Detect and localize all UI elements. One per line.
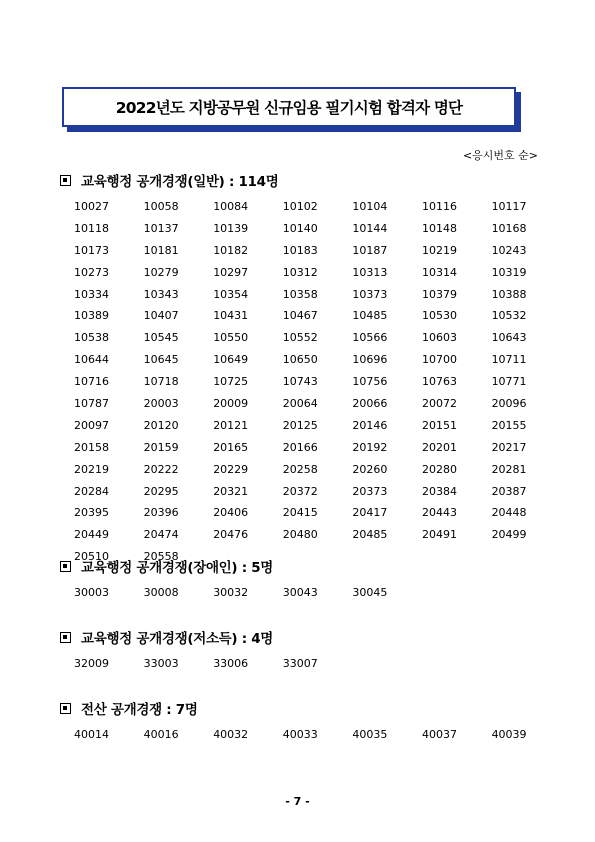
candidate-number: 20165 bbox=[213, 440, 249, 454]
candidate-number: 20474 bbox=[143, 528, 179, 542]
candidate-number: 20219 bbox=[74, 462, 109, 476]
candidate-number: 30043 bbox=[282, 586, 318, 599]
candidate-number: 20485 bbox=[352, 528, 388, 542]
candidate-number: 20280 bbox=[421, 462, 457, 476]
candidate-number: 10771 bbox=[491, 375, 527, 389]
candidate-number: 20476 bbox=[213, 528, 249, 542]
candidate-number: 10650 bbox=[282, 353, 318, 367]
candidate-number: 10144 bbox=[352, 221, 388, 235]
candidate-number: 20373 bbox=[352, 484, 388, 498]
candidate-number: 20284 bbox=[74, 484, 109, 498]
candidate-number: 10725 bbox=[213, 375, 249, 389]
candidate-number: 20003 bbox=[143, 397, 179, 411]
candidate-number: 30032 bbox=[213, 586, 249, 599]
candidate-number: 20201 bbox=[421, 440, 457, 454]
candidate-number: 10787 bbox=[74, 397, 109, 411]
candidate-number: 20372 bbox=[282, 484, 318, 498]
candidate-number: 10058 bbox=[143, 200, 179, 213]
candidate-number: 20448 bbox=[491, 506, 527, 520]
candidate-number: 40033 bbox=[282, 728, 318, 741]
candidate-number: 10358 bbox=[282, 287, 318, 301]
section-disabled bbox=[60, 556, 555, 604]
candidate-number: 20258 bbox=[282, 462, 318, 476]
candidate-number: 20166 bbox=[282, 440, 318, 454]
candidate-number: 10649 bbox=[213, 353, 249, 367]
candidate-number: 20217 bbox=[491, 440, 527, 454]
candidate-number: 33006 bbox=[213, 657, 249, 670]
candidate-number: 10485 bbox=[352, 309, 388, 323]
candidate-number: 10118 bbox=[74, 221, 109, 235]
candidate-number: 10700 bbox=[421, 353, 457, 367]
candidate-number: 10104 bbox=[352, 200, 388, 213]
candidate-number: 10273 bbox=[74, 265, 109, 279]
candidate-number: 40032 bbox=[213, 728, 249, 741]
candidate-number: 20295 bbox=[143, 484, 179, 498]
candidate-number: 10116 bbox=[421, 200, 457, 213]
candidate-number: 10027 bbox=[74, 200, 109, 213]
candidate-number: 20491 bbox=[421, 528, 457, 542]
candidate-number: 20449 bbox=[74, 528, 109, 542]
candidate-number: 20159 bbox=[143, 440, 179, 454]
candidate-number: 10645 bbox=[143, 353, 179, 367]
candidate-number: 10168 bbox=[491, 221, 527, 235]
candidate-number: 40016 bbox=[143, 728, 179, 741]
candidate-number: 10312 bbox=[282, 265, 318, 279]
candidate-number: 40037 bbox=[421, 728, 457, 741]
candidate-number: 10140 bbox=[282, 221, 318, 235]
candidate-number: 30003 bbox=[74, 586, 109, 599]
candidate-number: 20396 bbox=[143, 506, 179, 520]
candidate-number: 40014 bbox=[74, 728, 109, 741]
candidate-number: 20395 bbox=[74, 506, 109, 520]
candidate-number: 10467 bbox=[282, 309, 318, 323]
candidate-number: 10389 bbox=[74, 309, 109, 323]
section-heading-text: 전산 공개경쟁 : 7명 bbox=[81, 702, 198, 718]
candidate-number: 20281 bbox=[491, 462, 527, 476]
number-grid bbox=[74, 582, 555, 604]
candidate-number: 10550 bbox=[213, 331, 249, 345]
square-bullet-icon bbox=[60, 632, 71, 643]
candidate-number: 10334 bbox=[74, 287, 109, 301]
candidate-number: 20009 bbox=[213, 397, 249, 411]
candidate-number: 10219 bbox=[421, 243, 457, 257]
candidate-number: 10343 bbox=[143, 287, 179, 301]
candidate-number: 40039 bbox=[491, 728, 527, 741]
candidate-number: 10173 bbox=[74, 243, 109, 257]
candidate-number: 10183 bbox=[282, 243, 318, 257]
candidate-number: 30008 bbox=[143, 586, 179, 599]
square-bullet-icon bbox=[60, 703, 71, 714]
section-general bbox=[60, 170, 555, 568]
candidate-number: 20064 bbox=[282, 397, 318, 411]
candidate-number: 10148 bbox=[421, 221, 457, 235]
candidate-number: 20120 bbox=[143, 418, 179, 432]
candidate-number: 20222 bbox=[143, 462, 179, 476]
section-heading bbox=[60, 556, 555, 576]
candidate-number: 10743 bbox=[282, 375, 318, 389]
section-heading bbox=[60, 170, 555, 190]
candidate-number: 20260 bbox=[352, 462, 388, 476]
section-low-income bbox=[60, 627, 555, 675]
candidate-number: 20192 bbox=[352, 440, 388, 454]
candidate-number: 20321 bbox=[213, 484, 249, 498]
candidate-number: 10431 bbox=[213, 309, 249, 323]
candidate-number: 10354 bbox=[213, 287, 249, 301]
candidate-number: 10319 bbox=[491, 265, 527, 279]
candidate-number: 10538 bbox=[74, 331, 109, 345]
page-number: - 7 - bbox=[285, 795, 310, 808]
candidate-number: 20121 bbox=[213, 418, 249, 432]
candidate-number: 20158 bbox=[74, 440, 109, 454]
candidate-number: 10313 bbox=[352, 265, 388, 279]
candidate-number: 32009 bbox=[74, 657, 109, 670]
candidate-number: 10696 bbox=[352, 353, 388, 367]
candidate-number: 30045 bbox=[352, 586, 388, 599]
square-bullet-icon bbox=[60, 561, 71, 572]
candidate-number: 10756 bbox=[352, 375, 388, 389]
candidate-number: 20066 bbox=[352, 397, 388, 411]
section-heading bbox=[60, 627, 555, 647]
section-heading-text: 교육행정 공개경쟁(저소득) : 4명 bbox=[81, 631, 274, 647]
candidate-number: 20096 bbox=[491, 397, 527, 411]
candidate-number: 20510 bbox=[74, 550, 109, 564]
number-grid bbox=[74, 653, 555, 675]
candidate-number: 10603 bbox=[421, 331, 457, 345]
candidate-number: 33003 bbox=[143, 657, 179, 670]
number-grid bbox=[74, 724, 555, 746]
order-note: <응시번호 순> bbox=[462, 149, 538, 162]
candidate-number: 20072 bbox=[421, 397, 457, 411]
candidate-number: 20558 bbox=[143, 550, 179, 564]
candidate-number: 20125 bbox=[282, 418, 318, 432]
candidate-number: 33007 bbox=[282, 657, 318, 670]
candidate-number: 20151 bbox=[421, 418, 457, 432]
candidate-number: 10137 bbox=[143, 221, 179, 235]
page-title-text: 2022년도 지방공무원 신규임용 필기시험 합격자 명단 bbox=[115, 99, 463, 117]
candidate-number: 10117 bbox=[491, 200, 527, 213]
candidate-number: 20097 bbox=[74, 418, 109, 432]
candidate-number: 20417 bbox=[352, 506, 388, 520]
candidate-number: 10545 bbox=[143, 331, 179, 345]
candidate-number: 20155 bbox=[491, 418, 527, 432]
number-grid bbox=[74, 196, 555, 568]
page-title bbox=[62, 87, 516, 127]
candidate-number: 10243 bbox=[491, 243, 527, 257]
candidate-number: 10716 bbox=[74, 375, 109, 389]
candidate-number: 10314 bbox=[421, 265, 457, 279]
candidate-number: 20499 bbox=[491, 528, 527, 542]
square-bullet-icon bbox=[60, 175, 71, 186]
candidate-number: 10084 bbox=[213, 200, 249, 213]
candidate-number: 10379 bbox=[421, 287, 457, 301]
candidate-number: 10407 bbox=[143, 309, 179, 323]
candidate-number: 10763 bbox=[421, 375, 457, 389]
candidate-number: 10532 bbox=[491, 309, 527, 323]
candidate-number: 10718 bbox=[143, 375, 179, 389]
candidate-number: 20146 bbox=[352, 418, 388, 432]
candidate-number: 10643 bbox=[491, 331, 527, 345]
candidate-number: 10530 bbox=[421, 309, 457, 323]
candidate-number: 10181 bbox=[143, 243, 179, 257]
candidate-number: 10644 bbox=[74, 353, 109, 367]
section-heading-text: 교육행정 공개경쟁(일반) : 114명 bbox=[81, 174, 279, 190]
candidate-number: 20384 bbox=[421, 484, 457, 498]
candidate-number: 20406 bbox=[213, 506, 249, 520]
candidate-number: 10297 bbox=[213, 265, 249, 279]
candidate-number: 10187 bbox=[352, 243, 388, 257]
candidate-number: 10102 bbox=[282, 200, 318, 213]
candidate-number: 10139 bbox=[213, 221, 249, 235]
candidate-number: 20415 bbox=[282, 506, 318, 520]
section-heading bbox=[60, 698, 555, 718]
candidate-number: 10566 bbox=[352, 331, 388, 345]
candidate-number: 10182 bbox=[213, 243, 249, 257]
section-heading-text: 교육행정 공개경쟁(장애인) : 5명 bbox=[81, 560, 274, 576]
candidate-number: 10373 bbox=[352, 287, 388, 301]
candidate-number: 10279 bbox=[143, 265, 179, 279]
candidate-number: 20387 bbox=[491, 484, 527, 498]
candidate-number: 10552 bbox=[282, 331, 318, 345]
candidate-number: 10388 bbox=[491, 287, 527, 301]
candidate-number: 10711 bbox=[491, 353, 527, 367]
candidate-number: 40035 bbox=[352, 728, 388, 741]
candidate-number: 20480 bbox=[282, 528, 318, 542]
section-computing bbox=[60, 698, 555, 746]
candidate-number: 20443 bbox=[421, 506, 457, 520]
candidate-number: 20229 bbox=[213, 462, 249, 476]
